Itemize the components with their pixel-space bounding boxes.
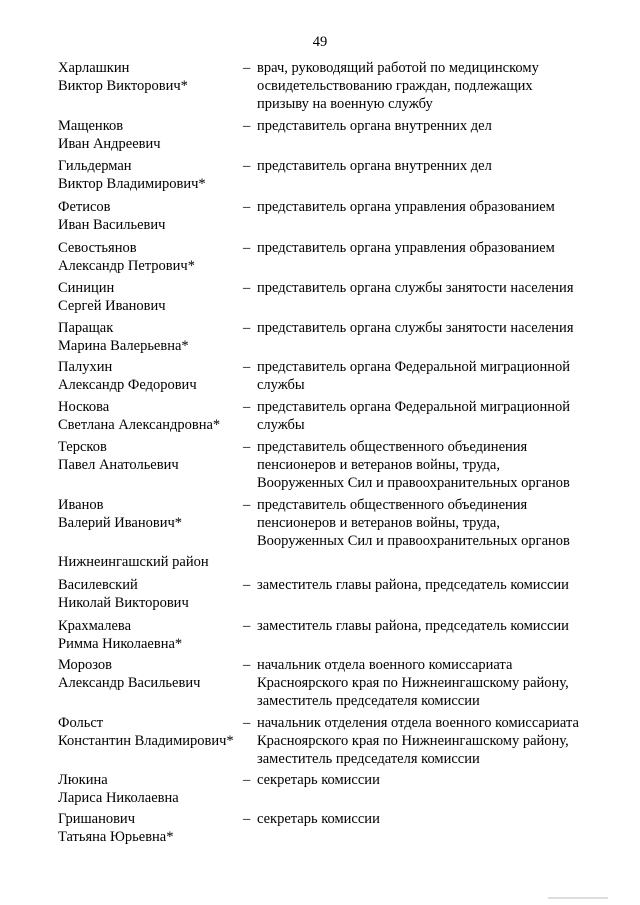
given-names: Марина Валерьевна* bbox=[58, 338, 189, 354]
given-names: Иван Андреевич bbox=[58, 136, 161, 152]
role-line: представитель органа Федеральной миграционной bbox=[257, 399, 571, 415]
person-name bbox=[58, 576, 243, 612]
surname: Василевский bbox=[58, 577, 138, 593]
person-name bbox=[58, 117, 243, 153]
person-name bbox=[58, 438, 243, 474]
given-names: Светлана Александровна* bbox=[58, 417, 221, 433]
person-name bbox=[58, 279, 243, 315]
role-text bbox=[257, 810, 627, 828]
surname: Мащенков bbox=[58, 118, 124, 134]
given-names: Валерий Иванович* bbox=[58, 515, 183, 531]
role-line: службы bbox=[257, 417, 305, 433]
role-line: Вооруженных Сил и правоохранительных органов bbox=[257, 533, 570, 549]
surname: Иванов bbox=[58, 497, 104, 513]
person-name bbox=[58, 198, 243, 234]
surname: Харлашкин bbox=[58, 60, 130, 76]
dash: – bbox=[243, 618, 251, 634]
surname: Фетисов bbox=[58, 199, 111, 215]
surname: Гильдерман bbox=[58, 158, 132, 174]
page-number: 49 bbox=[312, 34, 328, 50]
given-names: Сергей Иванович bbox=[58, 298, 166, 314]
dash: – bbox=[243, 280, 251, 296]
role-line: пенсионеров и ветеранов войны, труда, bbox=[257, 515, 500, 531]
role-line: Красноярского края по Нижнеингашскому району, bbox=[257, 733, 569, 749]
person-name bbox=[58, 771, 243, 807]
person-name bbox=[58, 239, 243, 275]
role-line: пенсионеров и ветеранов войны, труда, bbox=[257, 457, 500, 473]
role-text bbox=[257, 714, 627, 768]
role-line: секретарь комиссии bbox=[257, 772, 380, 788]
role-text bbox=[257, 398, 627, 434]
person-name bbox=[58, 714, 243, 750]
surname: Крахмалева bbox=[58, 618, 132, 634]
surname: Фольст bbox=[58, 715, 104, 731]
given-names: Николай Викторович bbox=[58, 595, 189, 611]
role-line: заместитель председателя комиссии bbox=[257, 693, 480, 709]
role-line: заместитель главы района, председатель комиссии bbox=[257, 577, 569, 593]
surname: Люкина bbox=[58, 772, 108, 788]
dash: – bbox=[243, 715, 251, 731]
role-line: представитель органа управления образованием bbox=[257, 199, 555, 215]
given-names: Павел Анатольевич bbox=[58, 457, 179, 473]
role-line: освидетельствованию граждан, подлежащих bbox=[257, 78, 533, 94]
role-text bbox=[257, 157, 627, 175]
given-names: Александр Федорович bbox=[58, 377, 197, 393]
dash: – bbox=[243, 118, 251, 134]
dash: – bbox=[243, 772, 251, 788]
person-name bbox=[58, 496, 243, 532]
given-names: Виктор Викторович* bbox=[58, 78, 188, 94]
role-line: врач, руководящий работой по медицинскому bbox=[257, 60, 539, 76]
role-line: представитель органа службы занятости населения bbox=[257, 320, 574, 336]
role-text bbox=[257, 198, 627, 216]
person-name bbox=[58, 656, 243, 692]
given-names: Римма Николаевна* bbox=[58, 636, 183, 652]
role-line: представитель общественного объединения bbox=[257, 439, 528, 455]
role-line: призыву на военную службу bbox=[257, 96, 433, 112]
role-text bbox=[257, 358, 627, 394]
given-names: Татьяна Юрьевна* bbox=[58, 829, 174, 845]
dash: – bbox=[243, 577, 251, 593]
role-line: представитель органа Федеральной миграционной bbox=[257, 359, 571, 375]
scan-artifact bbox=[548, 897, 608, 899]
role-line: представитель общественного объединения bbox=[257, 497, 528, 513]
given-names: Александр Васильевич bbox=[58, 675, 201, 691]
person-name bbox=[58, 398, 243, 434]
role-text bbox=[257, 438, 627, 492]
person-name bbox=[58, 810, 243, 846]
role-text bbox=[257, 319, 627, 337]
dash: – bbox=[243, 240, 251, 256]
given-names: Александр Петрович* bbox=[58, 258, 195, 274]
role-text bbox=[257, 617, 627, 635]
role-line: секретарь комиссии bbox=[257, 811, 380, 827]
role-text bbox=[257, 117, 627, 135]
given-names: Иван Васильевич bbox=[58, 217, 166, 233]
dash: – bbox=[243, 199, 251, 215]
role-text bbox=[257, 279, 627, 297]
dash: – bbox=[243, 811, 251, 827]
role-line: представитель органа внутренних дел bbox=[257, 158, 492, 174]
person-name bbox=[58, 157, 243, 193]
surname: Паращак bbox=[58, 320, 114, 336]
surname: Носкова bbox=[58, 399, 110, 415]
dash: – bbox=[243, 497, 251, 513]
role-line: начальник отделения отдела военного комиссариата bbox=[257, 715, 579, 731]
role-text bbox=[257, 656, 627, 710]
role-line: представитель органа внутренних дел bbox=[257, 118, 492, 134]
role-line: Красноярского края по Нижнеингашскому району, bbox=[257, 675, 569, 691]
surname: Гришанович bbox=[58, 811, 135, 827]
dash: – bbox=[243, 60, 251, 76]
dash: – bbox=[243, 657, 251, 673]
role-text bbox=[257, 576, 627, 594]
role-text bbox=[257, 239, 627, 257]
role-text bbox=[257, 59, 627, 113]
dash: – bbox=[243, 439, 251, 455]
dash: – bbox=[243, 158, 251, 174]
role-line: представитель органа службы занятости населения bbox=[257, 280, 574, 296]
role-text bbox=[257, 496, 627, 550]
district-heading: Нижнеингашский район bbox=[58, 554, 209, 570]
person-name bbox=[58, 319, 243, 355]
role-line: службы bbox=[257, 377, 305, 393]
role-line: представитель органа управления образованием bbox=[257, 240, 555, 256]
dash: – bbox=[243, 399, 251, 415]
person-name bbox=[58, 59, 243, 95]
surname: Терсков bbox=[58, 439, 107, 455]
given-names: Лариса Николаевна bbox=[58, 790, 179, 806]
role-line: заместитель председателя комиссии bbox=[257, 751, 480, 767]
surname: Севостьянов bbox=[58, 240, 137, 256]
given-names: Виктор Владимирович* bbox=[58, 176, 206, 192]
given-names: Константин Владимирович* bbox=[58, 733, 234, 749]
surname: Палухин bbox=[58, 359, 113, 375]
person-name bbox=[58, 617, 243, 653]
role-line: заместитель главы района, председатель комиссии bbox=[257, 618, 569, 634]
role-line: начальник отдела военного комиссариата bbox=[257, 657, 513, 673]
surname: Синицин bbox=[58, 280, 115, 296]
dash: – bbox=[243, 320, 251, 336]
role-line: Вооруженных Сил и правоохранительных органов bbox=[257, 475, 570, 491]
role-text bbox=[257, 771, 627, 789]
person-name bbox=[58, 358, 243, 394]
dash: – bbox=[243, 359, 251, 375]
surname: Морозов bbox=[58, 657, 113, 673]
